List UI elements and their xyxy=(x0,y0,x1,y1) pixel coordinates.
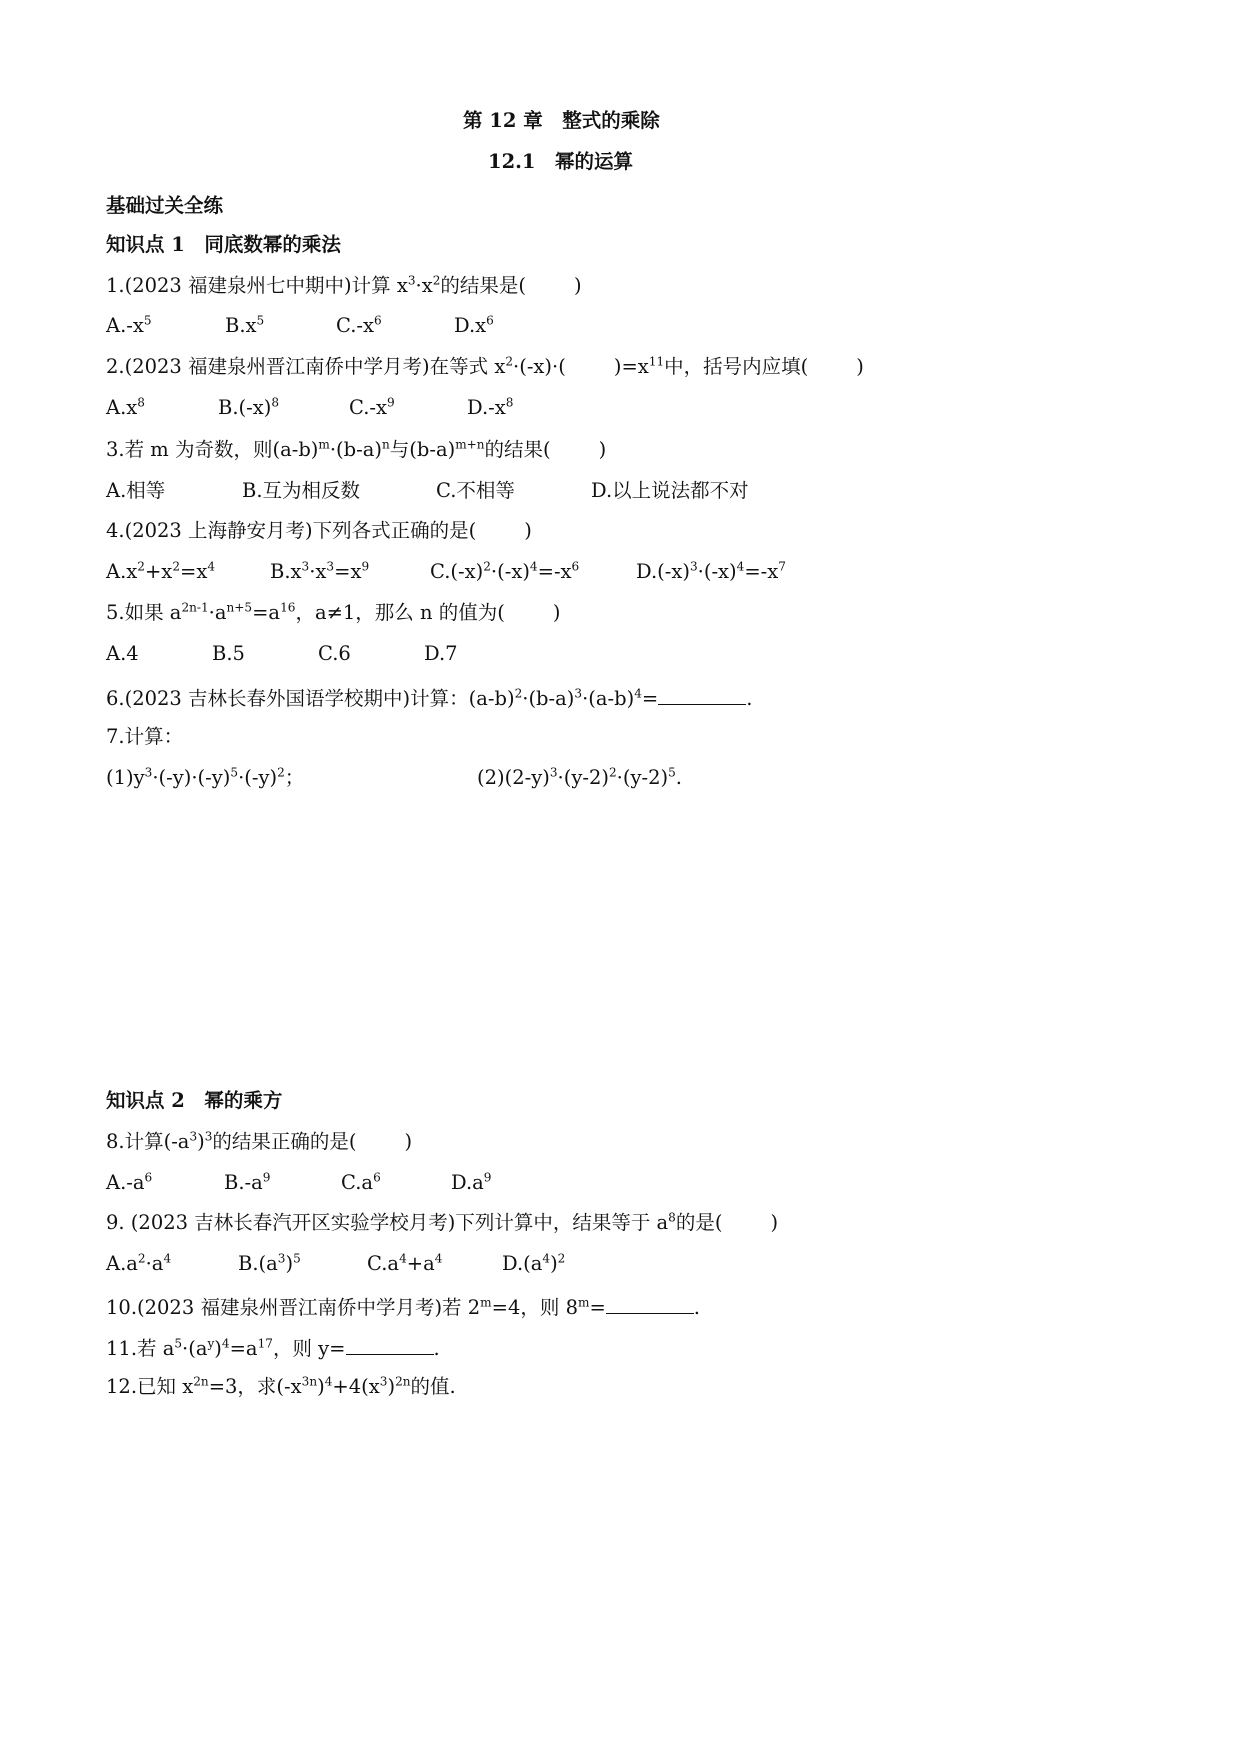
question-8-option-c: $C.a^6$ xyxy=(341,1170,381,1194)
question-2-option-d: $D.-x^8$ xyxy=(467,395,514,419)
question-5-option-a: A.4 xyxy=(106,642,139,665)
question-4-option-b: $B.x^3\cdot x^3=x^9$ xyxy=(270,559,370,583)
question-5-option-d: D.7 xyxy=(424,642,458,665)
question-3: 3.若 m 为奇数，则$(a-b)^m\cdot(b-a)^n$与$(b-a)^{m+n}$的结果( ) xyxy=(106,437,607,461)
question-8-option-a: $A.-a^6$ xyxy=(106,1170,153,1194)
question-9-option-c: $C.a^4+a^4$ xyxy=(367,1251,443,1275)
answer-blank[interactable] xyxy=(346,1336,434,1355)
question-4-option-a: $A.x^2+x^2=x^4$ xyxy=(106,559,216,583)
question-1: 1.(2023 福建泉州七中期中)计算 $x^3\cdot x^2$的结果是( ) xyxy=(106,273,582,297)
chapter-title: 第 12 章 整式的乘除 xyxy=(463,109,660,132)
answer-blank[interactable] xyxy=(606,1295,694,1314)
question-1-option-b: $B.x^5$ xyxy=(225,313,265,337)
question-11: 11.若 $a^5\cdot(a^y)^4=a^{17}$，则 y= . xyxy=(106,1336,440,1360)
question-8-option-d: $D.a^9$ xyxy=(451,1170,492,1194)
question-5-option-c: C.6 xyxy=(318,642,351,665)
question-3-option-d: D.以上说法都不对 xyxy=(591,479,749,502)
question-8: 8.计算$(-a^3)^3$的结果正确的是( ) xyxy=(106,1129,413,1153)
question-4-option-c: $C.(-x)^2\cdot(-x)^4=-x^6$ xyxy=(430,559,580,583)
question-2-option-c: $C.-x^9$ xyxy=(349,395,395,419)
section-title: 12.1 幂的运算 xyxy=(488,150,633,173)
question-7: 7.计算： xyxy=(106,725,184,748)
knowledge-point-2: 知识点 2 幂的乘方 xyxy=(106,1089,283,1112)
question-2-option-a: $A.x^8$ xyxy=(106,395,145,419)
question-4-option-d: $D.(-x)^3\cdot(-x)^4=-x^7$ xyxy=(636,559,786,583)
question-5-option-b: B.5 xyxy=(212,642,245,665)
question-1-option-c: $C.-x^6$ xyxy=(336,313,382,337)
question-9: 9. (2023 吉林长春汽开区实验学校月考)下列计算中，结果等于 $a^8$的是( ) xyxy=(106,1210,779,1234)
question-9-option-a: $A.a^2\cdot a^4$ xyxy=(106,1251,172,1275)
answer-blank[interactable] xyxy=(658,686,746,705)
question-12: 12.已知 $x^{2n}=3$，求$(-x^{3n})^4+4(x^3)^{2n}$的值. xyxy=(106,1374,456,1398)
question-7-part-1: $(1)y^3\cdot(-y)\cdot(-y)^5\cdot(-y)^2$； xyxy=(106,765,305,789)
part-heading: 基础过关全练 xyxy=(106,194,224,217)
question-9-option-d: $D.(a^4)^2$ xyxy=(502,1251,566,1275)
question-6: 6.(2023 吉林长春外国语学校期中)计算：$(a-b)^2\cdot(b-a)^3\cdot(a-b)^4=$ . xyxy=(106,686,753,710)
question-8-option-b: $B.-a^9$ xyxy=(224,1170,271,1194)
question-3-option-a: A.相等 xyxy=(106,479,166,502)
question-2-option-b: $B.(-x)^8$ xyxy=(218,395,280,419)
question-3-option-b: B.互为相反数 xyxy=(242,479,361,502)
question-4: 4.(2023 上海静安月考)下列各式正确的是( ) xyxy=(106,519,532,542)
question-9-option-b: $B.(a^3)^5$ xyxy=(238,1251,301,1275)
question-2: 2.(2023 福建泉州晋江南侨中学月考)在等式 $x^2\cdot(-x)\cdot$( )$=x^{11}$中，括号内应填( ) xyxy=(106,354,864,378)
question-5: 5.如果 $a^{2n-1}\cdot a^{n+5}=a^{16}$，a≠1，那么 n 的值为( ) xyxy=(106,600,561,624)
question-1-option-a: $A.-x^5$ xyxy=(106,313,152,337)
question-7-part-2: $(2)(2-y)^3\cdot(y-2)^2\cdot(y-2)^5$. xyxy=(477,765,682,789)
question-10: 10.(2023 福建泉州晋江南侨中学月考)若 $2^m=4$，则 $8^m=$ . xyxy=(106,1295,700,1319)
question-3-option-c: C.不相等 xyxy=(436,479,515,502)
question-1-option-d: $D.x^6$ xyxy=(454,313,494,337)
knowledge-point-1: 知识点 1 同底数幂的乘法 xyxy=(106,233,341,256)
